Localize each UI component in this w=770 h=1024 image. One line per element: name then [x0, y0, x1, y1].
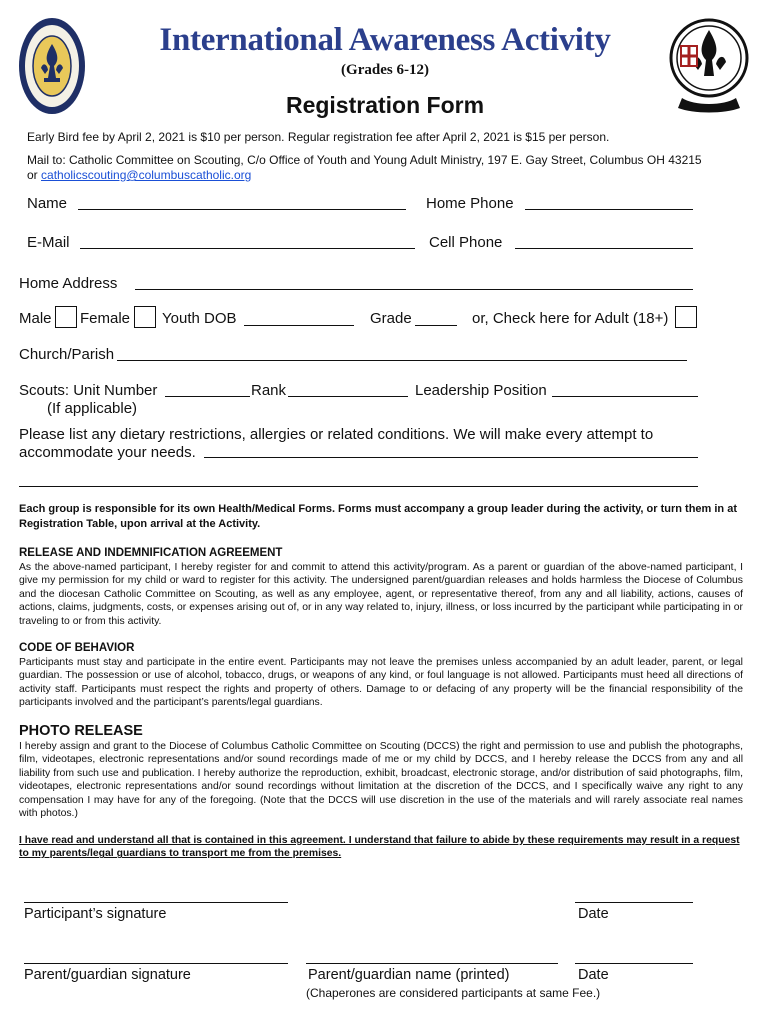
email-link[interactable]: catholicscouting@columbuscatholic.org	[41, 168, 252, 182]
home-address-field[interactable]	[135, 289, 693, 290]
cell-phone-label: Cell Phone	[429, 234, 503, 251]
photo-release-text: I hereby assign and grant to the Diocese of Columbus Catholic Committee on Scouting (DCCS) the right and permission to use and publish the photographs, film, videotapes, electronic representations and/or sound recordings made of me or my child by DCCS, and I hereby release the DCCS from any and all liability from such use and publication. I hereby authorize the reproduction, exhibit, broadcast, electronic storage, and/or distribution of said photographs, film, videotapes, electronic representations and/or sound recordings without limitation at the discretion of the DCCS, and I specifically waive any right to any compensation I may have for any of the foregoing. (Note that the DCCS will use discretion in the use of the materials and will rarely associate real names with photos.)	[19, 741, 743, 820]
church-parish-label: Church/Parish	[19, 346, 115, 363]
youth-dob-field[interactable]	[244, 325, 354, 326]
dietary-field-line-2[interactable]	[19, 486, 698, 487]
youth-dob-label: Youth DOB	[162, 310, 237, 327]
home-phone-field[interactable]	[525, 209, 693, 210]
male-checkbox[interactable]	[55, 306, 77, 328]
release-text: As the above-named participant, I hereby register for and commit to attend this activity/program. As a parent or guardian of the above-named participant, I give my permission for my child or ward to register for this activity. The undersigned parent/guardian releases and holds harmless the Diocese of Columbus and the diocesan Catholic Committee on Scouting, as well as any employee, agent, or representative thereof, from any and all liability, actions, causes of actions, claims, judgments, costs, or expenses arising out of, or in any way related to, injury, illness, or loss incurred by the participant while participating in or traveling to or from this activity.	[19, 562, 743, 627]
name-field[interactable]	[78, 209, 406, 210]
parent-name-label: Parent/guardian name (printed)	[308, 967, 510, 983]
mail-to-address: Mail to: Catholic Committee on Scouting, C/o Office of Youth and Young Adult Ministry, 197 E. Gay Street, Columbus OH 43215	[27, 153, 702, 167]
email-field[interactable]	[80, 248, 415, 249]
name-label: Name	[27, 195, 68, 212]
unit-number-field[interactable]	[165, 396, 250, 397]
conduct-heading: CODE OF BEHAVIOR	[19, 642, 135, 654]
page-title: International Awareness Activity	[159, 22, 611, 58]
adult-label: or, Check here for Adult (18+)	[472, 310, 669, 327]
email-label: E-Mail	[27, 234, 70, 251]
date-label: Date	[578, 906, 609, 922]
mail-to-email-line	[27, 168, 251, 182]
date2-field[interactable]	[575, 963, 693, 964]
date2-label: Date	[578, 967, 609, 983]
church-parish-field[interactable]	[117, 360, 687, 361]
release-heading: RELEASE AND INDEMNIFICATION AGREEMENT	[19, 547, 283, 559]
parent-signature-field[interactable]	[24, 963, 288, 964]
rank-field[interactable]	[288, 396, 408, 397]
date-field[interactable]	[575, 902, 693, 903]
cell-phone-field[interactable]	[515, 248, 693, 249]
form-title: Registration Form	[285, 92, 485, 118]
female-label: Female	[80, 310, 131, 327]
unit-number-label: Scouts: Unit Number	[19, 382, 158, 399]
mail-or-text: or	[27, 168, 42, 182]
home-address-label: Home Address	[19, 275, 118, 292]
conduct-text: Participants must stay and participate in the entire event. Participants may not leave the premises unless accompanied by an adult leader, parent, or legal guardian. The possession or use of alcohol, tobacco, drugs, or weapons of any kind, or foul language is not allowed. Participants must heed all directions of activity staff. Participants must respect the rights and property of others. Damage to or defacing of any property will be the financial responsibility of the participants involved and the participant’s parents/legal guardians.	[19, 657, 743, 709]
dietary-field-line-1[interactable]	[204, 457, 698, 458]
photo-release-heading: PHOTO RELEASE	[19, 723, 143, 739]
participant-signature-field[interactable]	[24, 902, 288, 903]
grades-subtitle: (Grades 6-12)	[341, 62, 429, 78]
male-label: Male	[19, 310, 52, 327]
home-phone-label: Home Phone	[426, 195, 514, 212]
rank-label: Rank	[251, 382, 287, 399]
leadership-field[interactable]	[552, 396, 698, 397]
leadership-label: Leadership Position	[415, 382, 547, 399]
if-applicable-note: (If applicable)	[47, 400, 138, 417]
participant-signature-label: Participant’s signature	[24, 906, 167, 922]
adult-checkbox[interactable]	[675, 306, 697, 328]
parent-signature-label: Parent/guardian signature	[24, 967, 191, 983]
female-checkbox[interactable]	[134, 306, 156, 328]
parent-name-field[interactable]	[306, 963, 558, 964]
chaperones-note: (Chaperones are considered participants at same Fee.)	[306, 986, 601, 1000]
dietary-prompt-continued: accommodate your needs.	[19, 444, 196, 461]
medical-forms-notice: Each group is responsible for its own Health/Medical Forms. Forms must accompany a group leader during the activity, or turn them in at Registration Table, upon arrival at the Activity.	[19, 503, 737, 530]
dietary-prompt: Please list any dietary restrictions, allergies or related conditions. We will make every attempt to	[19, 426, 654, 443]
fee-info: Early Bird fee by April 2, 2021 is $10 per person. Regular registration fee after April 2, 2021 is $15 per person.	[27, 130, 610, 144]
grade-label: Grade	[370, 310, 412, 327]
grade-field[interactable]	[415, 325, 457, 326]
acknowledgement: I have read and understand all that is contained in this agreement. I understand that failure to abide by these requirements may result in a request to my parents/legal guardians to transport me from the premises.	[19, 835, 740, 860]
